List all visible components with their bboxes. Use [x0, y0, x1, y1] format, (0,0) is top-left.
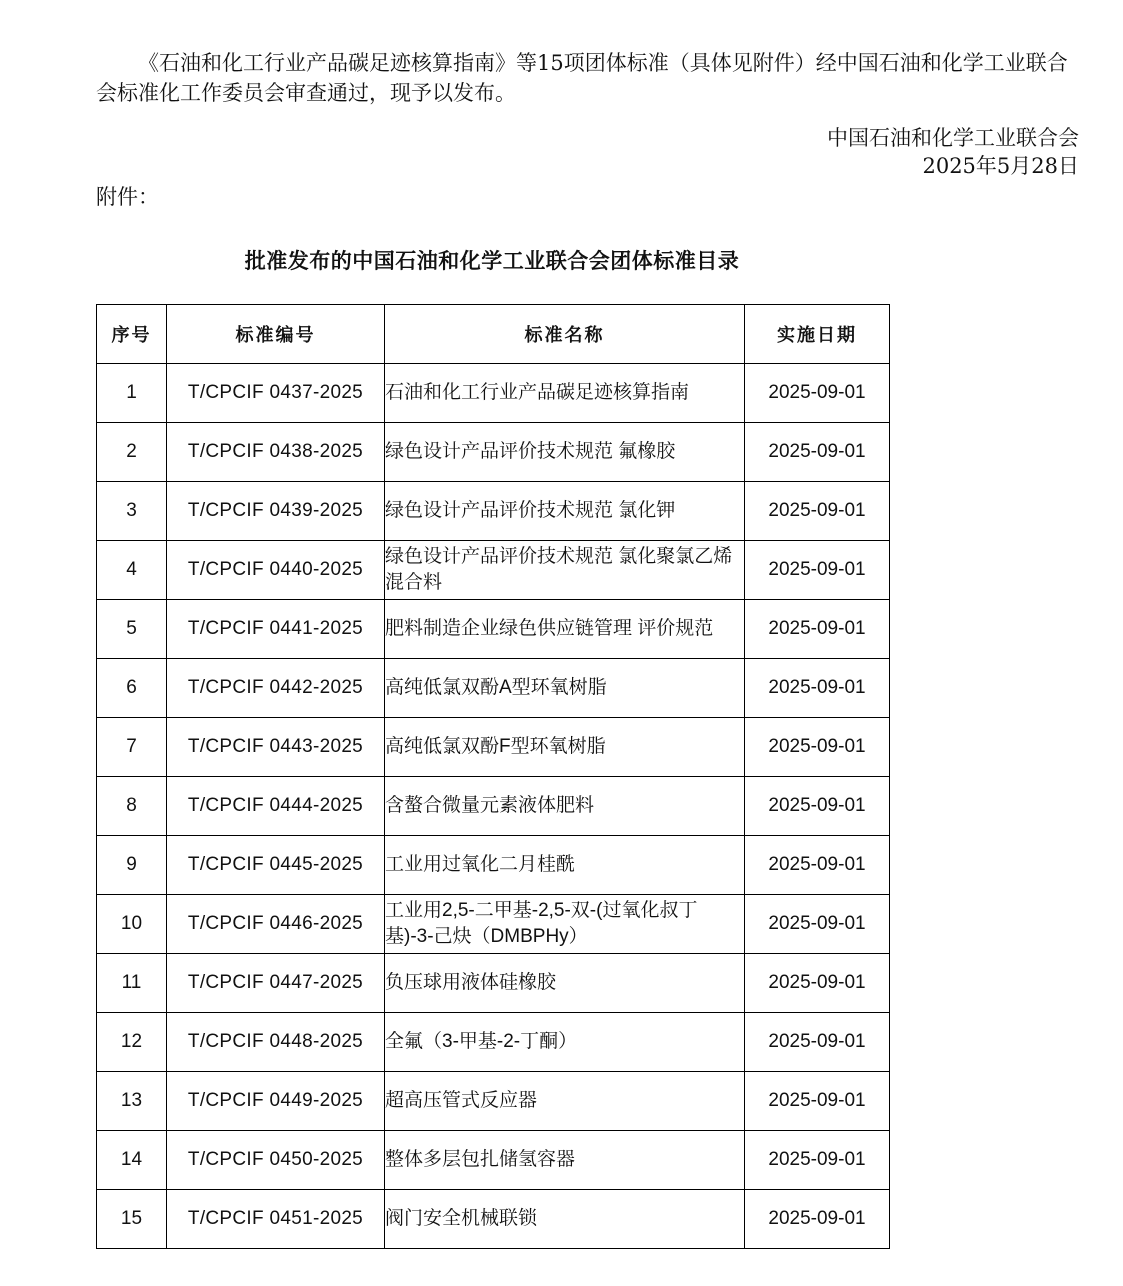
table-row: [97, 1013, 890, 1072]
row-date: 2025-09-01: [745, 423, 890, 482]
row-date: 2025-09-01: [745, 1190, 890, 1249]
row-no: 2: [97, 423, 167, 482]
row-no: 9: [97, 836, 167, 895]
row-name: 石油和化工行业产品碳足迹核算指南: [385, 364, 745, 423]
row-name: 负压球用液体硅橡胶: [385, 954, 745, 1013]
row-date: 2025-09-01: [745, 836, 890, 895]
attachment-label: 附件：: [96, 185, 159, 209]
row-no: 1: [97, 364, 167, 423]
row-no: 13: [97, 1072, 167, 1131]
row-code: T/CPCIF 0446-2025: [167, 895, 385, 954]
header-date: 实施日期: [745, 305, 890, 364]
row-date: 2025-09-01: [745, 541, 890, 600]
row-date: 2025-09-01: [745, 895, 890, 954]
row-date: 2025-09-01: [745, 659, 890, 718]
row-no: 12: [97, 1013, 167, 1072]
issuer-name: 中国石油和化学工业联合会: [827, 126, 1079, 150]
header-no: 序号: [97, 305, 167, 364]
table-title: 批准发布的中国石油和化学工业联合会团体标准目录: [244, 249, 740, 273]
table-row: [97, 836, 890, 895]
row-code: T/CPCIF 0441-2025: [167, 600, 385, 659]
row-code: T/CPCIF 0451-2025: [167, 1190, 385, 1249]
row-no: 5: [97, 600, 167, 659]
row-code: T/CPCIF 0442-2025: [167, 659, 385, 718]
row-no: 15: [97, 1190, 167, 1249]
table-row: [97, 777, 890, 836]
row-name: 绿色设计产品评价技术规范 氟橡胶: [385, 423, 745, 482]
table-row: [97, 1131, 890, 1190]
header-code: 标准编号: [167, 305, 385, 364]
row-no: 8: [97, 777, 167, 836]
row-date: 2025-09-01: [745, 954, 890, 1013]
row-date: 2025-09-01: [745, 718, 890, 777]
row-name: 工业用2,5-二甲基-2,5-双-(过氧化叔丁基)-3-己炔（DMBPHy）: [385, 895, 745, 954]
row-code: T/CPCIF 0445-2025: [167, 836, 385, 895]
header-name: 标准名称: [385, 305, 745, 364]
row-code: T/CPCIF 0449-2025: [167, 1072, 385, 1131]
table-row: [97, 659, 890, 718]
row-no: 10: [97, 895, 167, 954]
standards-table: [96, 304, 890, 1249]
table-row: [97, 482, 890, 541]
row-code: T/CPCIF 0443-2025: [167, 718, 385, 777]
signature-block: [827, 124, 1079, 180]
row-no: 14: [97, 1131, 167, 1190]
row-no: 7: [97, 718, 167, 777]
row-code: T/CPCIF 0448-2025: [167, 1013, 385, 1072]
table-row: [97, 954, 890, 1013]
row-code: T/CPCIF 0450-2025: [167, 1131, 385, 1190]
row-name: 绿色设计产品评价技术规范 氯化钾: [385, 482, 745, 541]
row-name: 高纯低氯双酚A型环氧树脂: [385, 659, 745, 718]
table-row: [97, 718, 890, 777]
table-row: [97, 1072, 890, 1131]
row-name: 全氟（3-甲基-2-丁酮）: [385, 1013, 745, 1072]
row-name: 整体多层包扎储氢容器: [385, 1131, 745, 1190]
row-date: 2025-09-01: [745, 482, 890, 541]
row-name: 高纯低氯双酚F型环氧树脂: [385, 718, 745, 777]
row-code: T/CPCIF 0447-2025: [167, 954, 385, 1013]
row-code: T/CPCIF 0439-2025: [167, 482, 385, 541]
row-no: 3: [97, 482, 167, 541]
row-code: T/CPCIF 0444-2025: [167, 777, 385, 836]
row-date: 2025-09-01: [745, 1013, 890, 1072]
table-row: [97, 423, 890, 482]
row-date: 2025-09-01: [745, 1072, 890, 1131]
row-name: 肥料制造企业绿色供应链管理 评价规范: [385, 600, 745, 659]
table-row: [97, 541, 890, 600]
row-name: 阀门安全机械联锁: [385, 1190, 745, 1249]
table-row: [97, 895, 890, 954]
row-date: 2025-09-01: [745, 1131, 890, 1190]
table-row: [97, 600, 890, 659]
row-name: 含螯合微量元素液体肥料: [385, 777, 745, 836]
table-row: [97, 1190, 890, 1249]
row-no: 4: [97, 541, 167, 600]
row-date: 2025-09-01: [745, 364, 890, 423]
issue-date: 2025年5月28日: [922, 154, 1079, 178]
row-date: 2025-09-01: [745, 600, 890, 659]
row-code: T/CPCIF 0440-2025: [167, 541, 385, 600]
table-row: [97, 364, 890, 423]
row-code: T/CPCIF 0438-2025: [167, 423, 385, 482]
notice-intro: 《石油和化工行业产品碳足迹核算指南》等15项团体标准（具体见附件）经中国石油和化学工业联合会标准化工作委员会审查通过，现予以发布。: [96, 51, 1068, 105]
row-name: 工业用过氧化二月桂酰: [385, 836, 745, 895]
row-date: 2025-09-01: [745, 777, 890, 836]
row-no: 11: [97, 954, 167, 1013]
row-no: 6: [97, 659, 167, 718]
row-name: 绿色设计产品评价技术规范 氯化聚氯乙烯混合料: [385, 541, 745, 600]
table-header-row: [97, 305, 890, 364]
row-code: T/CPCIF 0437-2025: [167, 364, 385, 423]
row-name: 超高压管式反应器: [385, 1072, 745, 1131]
